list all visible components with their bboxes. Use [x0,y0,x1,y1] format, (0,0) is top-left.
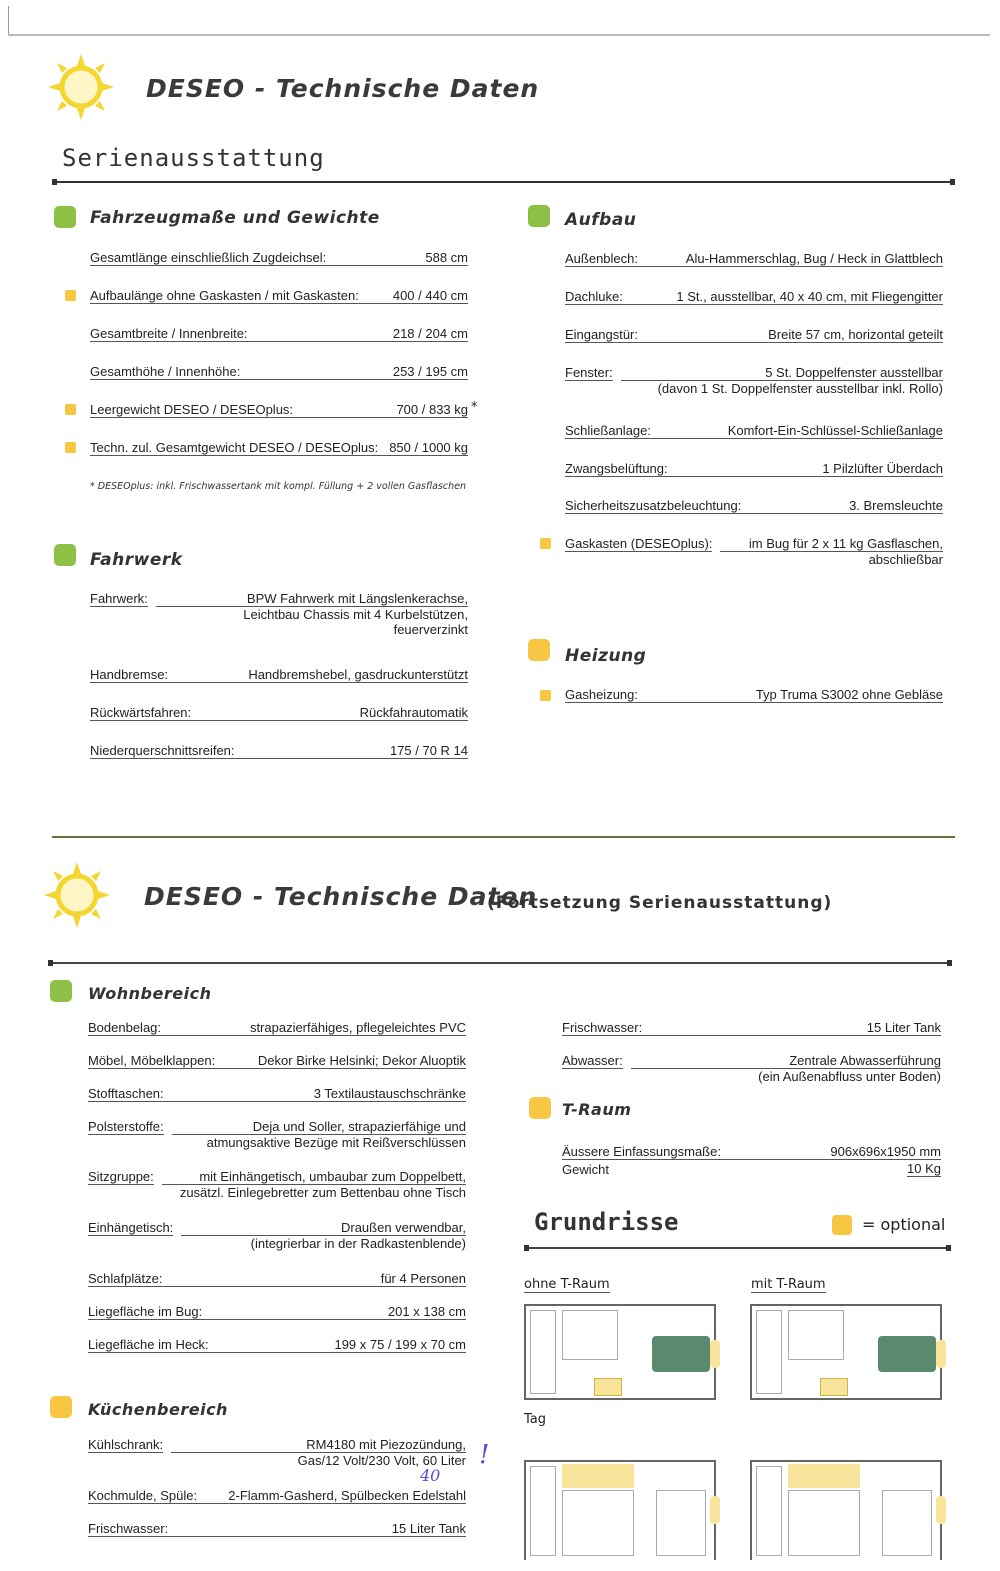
row-liegeflaeche-bug: Liegefläche im Bug: 201 x 138 cm [88,1304,466,1319]
optional-marker-icon [65,404,76,415]
table-area [652,1336,710,1372]
label-ohne-traum: ohne T-Raum [524,1277,610,1292]
standard-marker-icon [54,206,76,228]
optional-marker-icon [528,639,550,661]
row-stofftaschen: Stofftaschen: 3 Textilaustauschschränke [88,1086,466,1101]
legend-optional-label: = optional [862,1215,946,1234]
label-mit-traum: mit T-Raum [751,1277,826,1292]
row-reifen: Niederquerschnittsreifen: 175 / 70 R 14 [90,743,468,758]
row-einhaengetisch: Einhängetisch: Draußen verwendbar, (integrierbar in der Radkastenblende) [88,1220,466,1251]
page-title: DESEO - Technische Daten [146,74,540,103]
heading-grundrisse: Grundrisse [534,1208,679,1236]
divider [524,1247,951,1249]
standard-marker-icon [50,980,72,1002]
row-kuehlschrank: Kühlschrank: RM4180 mit Piezozündung, Gas/12 Volt/230 Volt, 60 Liter [88,1437,466,1468]
sun-icon [48,54,114,120]
floorplan-ohne-tag [524,1304,716,1400]
row-gesamthoehe: Gesamthöhe / Innenhöhe: 253 / 195 cm [90,364,468,379]
floorplan-mit-nacht [750,1460,942,1560]
heading-traum: T-Raum [562,1100,632,1119]
footnote: * DESEOplus: inkl. Frischwassertank mit kompl. Füllung + 2 vollen Gasflaschen [90,481,467,492]
row-eingangstuer: Eingangstür: Breite 57 cm, horizontal geteilt [565,327,943,342]
floorplan-mit-tag [750,1304,942,1400]
optional-marker-icon [540,690,551,701]
label-tag: Tag [524,1412,547,1427]
row-rueckwaertsfahren: Rückwärtsfahren: Rückfahrautomatik [90,705,468,720]
row-frischwasser: Frischwasser: 15 Liter Tank [562,1020,941,1035]
handwritten-mark: ! [479,1440,490,1470]
row-schliessanlage: Schließanlage: Komfort-Ein-Schlüssel-Schließanlage [565,423,943,438]
row-gewicht: Gewicht 10 Kg [562,1161,941,1177]
row-liegeflaeche-heck: Liegefläche im Heck: 199 x 75 / 199 x 70 cm [88,1337,466,1352]
optional-marker-icon [65,290,76,301]
legend-optional-icon [832,1215,852,1235]
handwritten-correction: 40 [420,1466,441,1485]
asterisk: * [471,400,478,415]
row-handbremse: Handbremse: Handbremshebel, gasdruckunterstützt [90,667,468,682]
heading-fahrwerk: Fahrwerk [90,550,183,570]
row-gaskasten: Gaskasten (DESEOplus): im Bug für 2 x 11 kg Gasflaschen, abschließbar [565,536,943,567]
standard-marker-icon [528,205,550,227]
row-fahrwerk: Fahrwerk: BPW Fahrwerk mit Längslenkerachse, Leichtbau Chassis mit 4 Kurbelstützen, feuerverzinkt [90,591,468,637]
row-gasheizung: Gasheizung: Typ Truma S3002 ohne Gebläse [565,687,943,702]
scan-top-line [8,34,990,36]
subtitle-serienausstattung: Serienausstattung [62,144,325,172]
row-gesamtbreite: Gesamtbreite / Innenbreite: 218 / 204 cm [90,326,468,341]
optional-marker-icon [529,1097,551,1119]
divider [48,962,952,964]
row-dachluke: Dachluke: 1 St., ausstellbar, 40 x 40 cm, mit Fliegengitter [565,289,943,304]
row-leergewicht: Leergewicht DESEO / DESEOplus: 700 / 833 kg [90,402,468,417]
row-frischwasser-kueche: Frischwasser: 15 Liter Tank [88,1521,466,1536]
row-einfassungsmasse: Äussere Einfassungsmaße: 906x696x1950 mm [562,1144,941,1159]
row-zwangsbelueftung: Zwangsbelüftung: 1 Pilzlüfter Überdach [565,461,943,476]
optional-marker-icon [50,1396,72,1418]
section-divider [52,836,955,838]
row-aussenblech: Außenblech: Alu-Hammerschlag, Bug / Heck in Glattblech [565,251,943,266]
optional-marker-icon [65,442,76,453]
row-bodenbelag: Bodenbelag: strapazierfähiges, pflegeleichtes PVC [88,1020,466,1035]
table-area [878,1336,936,1372]
row-schlafplaetze: Schlafplätze: für 4 Personen [88,1271,466,1286]
scan-edge [8,6,9,36]
heading-kuechenbereich: Küchenbereich [88,1400,228,1419]
page-title-2: DESEO - Technische Daten [144,882,538,911]
heading-fahrzeugmasse: Fahrzeugmaße und Gewichte [90,208,380,228]
row-moebel: Möbel, Möbelklappen: Dekor Birke Helsinki; Dekor Aluoptik [88,1053,466,1068]
row-sitzgruppe: Sitzgruppe: mit Einhängetisch, umbaubar zum Doppelbett, zusätzl. Einlegebretter zum Bettenbau ohne Tisch [88,1169,466,1200]
row-aufbaulaenge: Aufbaulänge ohne Gaskasten / mit Gaskasten: 400 / 440 cm [90,288,468,303]
heading-heizung: Heizung [565,646,647,666]
row-gesamtlaenge: Gesamtlänge einschließlich Zugdeichsel: 588 cm [90,250,468,265]
standard-marker-icon [54,544,76,566]
row-sicherheitsbeleuchtung: Sicherheitszusatzbeleuchtung: 3. Bremsleuchte [565,498,943,513]
floorplan-ohne-nacht [524,1460,716,1560]
divider [52,181,955,183]
optional-marker-icon [540,538,551,549]
row-abwasser: Abwasser: Zentrale Abwasserführung (ein Außenabfluss unter Boden) [562,1053,941,1084]
row-polsterstoffe: Polsterstoffe: Deja und Soller, strapazierfähige und atmungsaktive Bezüge mit Reißverschlüssen [88,1119,466,1150]
row-gesamtgewicht: Techn. zul. Gesamtgewicht DESEO / DESEOplus: 850 / 1000 kg [90,440,468,455]
heading-wohnbereich: Wohnbereich [88,984,212,1003]
heading-aufbau: Aufbau [565,210,637,230]
row-kochmulde: Kochmulde, Spüle: 2-Flamm-Gasherd, Spülbecken Edelstahl [88,1488,466,1503]
row-fenster: Fenster: 5 St. Doppelfenster ausstellbar (davon 1 St. Doppelfenster ausstellbar inkl. Rollo) [565,365,943,396]
sun-icon [44,862,110,928]
title-suffix: (Fortsetzung Serienausstattung) [487,893,833,913]
